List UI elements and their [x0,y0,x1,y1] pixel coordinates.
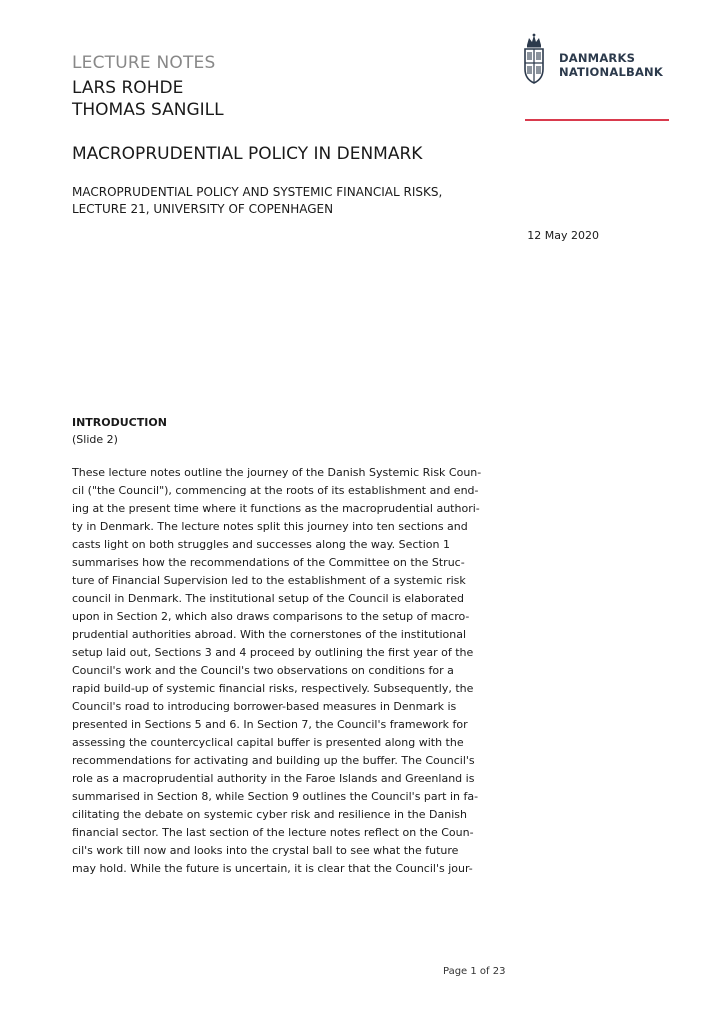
paragraph-line: rapid build-up of systemic financial risks, respectively. Subsequently, the [72,682,474,695]
paragraph-line: These lecture notes outline the journey of the Danish Systemic Risk Coun- [72,466,482,479]
paragraph-line: ture of Financial Supervision led to the establishment of a systemic risk [72,574,466,587]
logo-text-line: NATIONALBANK [559,65,663,79]
paragraph-line: council in Denmark. The institutional setup of the Council is elaborated [72,592,464,605]
document-title: MACROPRUDENTIAL POLICY IN DENMARK [72,144,423,164]
danmarks-nationalbank-logo [523,33,673,87]
accent-divider [525,119,669,121]
paragraph-line: summarised in Section 8, while Section 9 outlines the Council's part in fa- [72,790,479,803]
paragraph-line: ing at the present time where it functions as the macroprudential authori- [72,502,480,515]
document-type-label: LECTURE NOTES [72,53,216,73]
paragraph-line: casts light on both struggles and successes along the way. Section 1 [72,538,450,551]
paragraph-line: financial sector. The last section of the lecture notes reflect on the Coun- [72,826,474,839]
paragraph-line: Council's work and the Council's two observations on conditions for a [72,664,454,677]
paragraph-line: may hold. While the future is uncertain, it is clear that the Council's jour- [72,862,473,875]
paragraph-line: assessing the countercyclical capital buffer is presented along with the [72,736,464,749]
paragraph-line: Council's road to introducing borrower-based measures in Denmark is [72,700,457,713]
paragraph-line: setup laid out, Sections 3 and 4 proceed by outlining the first year of the [72,646,474,659]
paragraph-line: upon in Section 2, which also draws comparisons to the setup of macro- [72,610,470,623]
paragraph-line: cil's work till now and looks into the crystal ball to see what the future [72,844,459,857]
logo-text-line: DANMARKS [559,51,636,65]
subtitle-line: LECTURE 21, UNIVERSITY OF COPENHAGEN [72,202,334,216]
paragraph-line: summarises how the recommendations of the Committee on the Struc- [72,556,465,569]
slide-reference: (Slide 2) [72,433,118,446]
page-number: Page 1 of 23 [443,966,506,977]
document-date: 12 May 2020 [527,229,599,242]
intro-paragraph [72,464,512,878]
paragraph-line: cil ("the Council"), commencing at the roots of its establishment and end- [72,484,479,497]
subtitle-line: MACROPRUDENTIAL POLICY AND SYSTEMIC FINANCIAL RISKS, [72,185,443,199]
author-name: LARS ROHDE [72,78,184,98]
document-subtitle [72,184,532,218]
paragraph-line: cilitating the debate on systemic cyber risk and resilience in the Danish [72,808,467,821]
coat-of-arms-icon [523,33,545,85]
paragraph-line: presented in Sections 5 and 6. In Section 7, the Council's framework for [72,718,468,731]
paragraph-line: prudential authorities abroad. With the cornerstones of the institutional [72,628,467,641]
section-heading: INTRODUCTION [72,416,167,429]
paragraph-line: role as a macroprudential authority in the Faroe Islands and Greenland is [72,772,475,785]
paragraph-line: recommendations for activating and building up the buffer. The Council's [72,754,475,767]
paragraph-line: ty in Denmark. The lecture notes split this journey into ten sections and [72,520,468,533]
author-name: THOMAS SANGILL [72,100,224,120]
